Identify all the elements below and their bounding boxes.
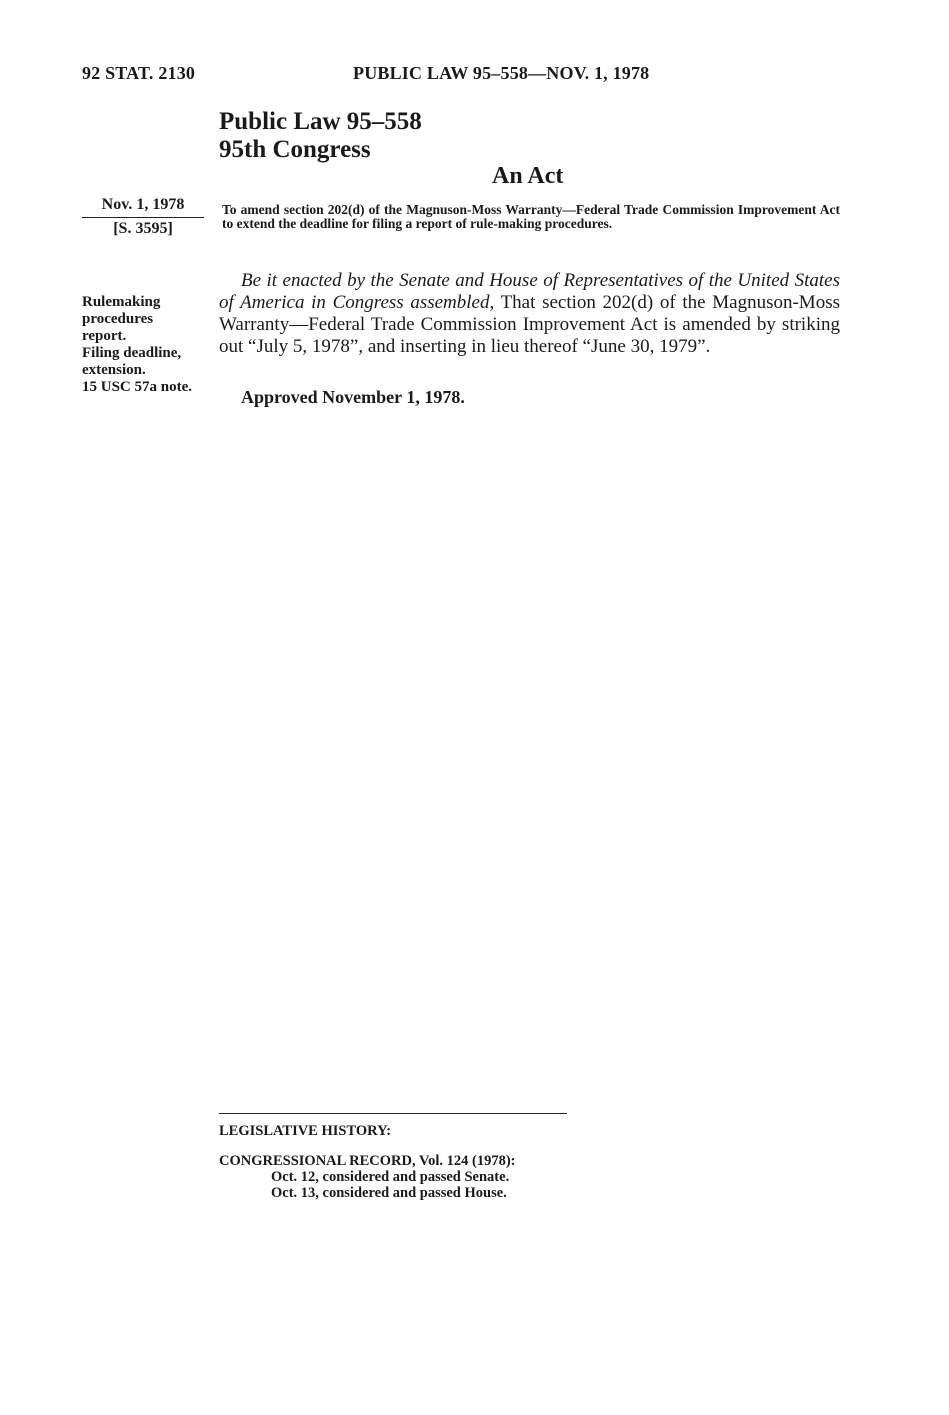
margin-note: Filing deadline,: [82, 345, 182, 361]
legislative-history: [219, 1123, 619, 1201]
date-divider: [82, 217, 204, 218]
stat-page-number: 92 STAT. 2130: [82, 63, 196, 83]
history-title: LEGISLATIVE HISTORY:: [219, 1123, 392, 1139]
margin-notes: [82, 294, 217, 396]
amendment-text: That section 202(d) of the Magnuson-Moss Warranty—Federal Trade Commission Improvement Act is amended by striking out “July 5, 1978”, and inserting in lieu thereof “June 30, 1979”.: [219, 292, 840, 357]
enacting-clause: Be it enacted by the Senate and House of Representatives of the United States of America in Congress assembled,: [219, 270, 840, 313]
act-heading: An Act: [492, 163, 564, 189]
enactment-date: Nov. 1, 1978: [101, 196, 185, 213]
margin-note: report.: [82, 328, 127, 344]
margin-note: 15 USC 57a note.: [82, 379, 193, 395]
law-number: Public Law 95–558: [219, 108, 422, 135]
margin-date-block: [82, 195, 204, 239]
history-entry: Oct. 13, considered and passed House.: [271, 1185, 507, 1201]
act-purpose: To amend section 202(d) of the Magnuson-Moss Warranty—Federal Trade Commission Improvement Act to extend the deadline for filing a report of rule-making procedures.: [222, 202, 840, 231]
congressional-record: CONGRESSIONAL RECORD, Vol. 124 (1978):: [219, 1153, 516, 1169]
running-title: PUBLIC LAW 95–558—NOV. 1, 1978: [353, 63, 650, 83]
approval-line: Approved November 1, 1978.: [241, 387, 465, 407]
margin-note: procedures: [82, 311, 154, 327]
margin-note: Rulemaking: [82, 294, 161, 310]
margin-note: extension.: [82, 362, 146, 378]
bill-number: [S. 3595]: [113, 220, 173, 237]
enacting-paragraph: [219, 270, 840, 358]
congress-label: 95th Congress: [219, 136, 371, 163]
history-divider: [219, 1113, 567, 1114]
history-entry: Oct. 12, considered and passed Senate.: [271, 1169, 510, 1185]
